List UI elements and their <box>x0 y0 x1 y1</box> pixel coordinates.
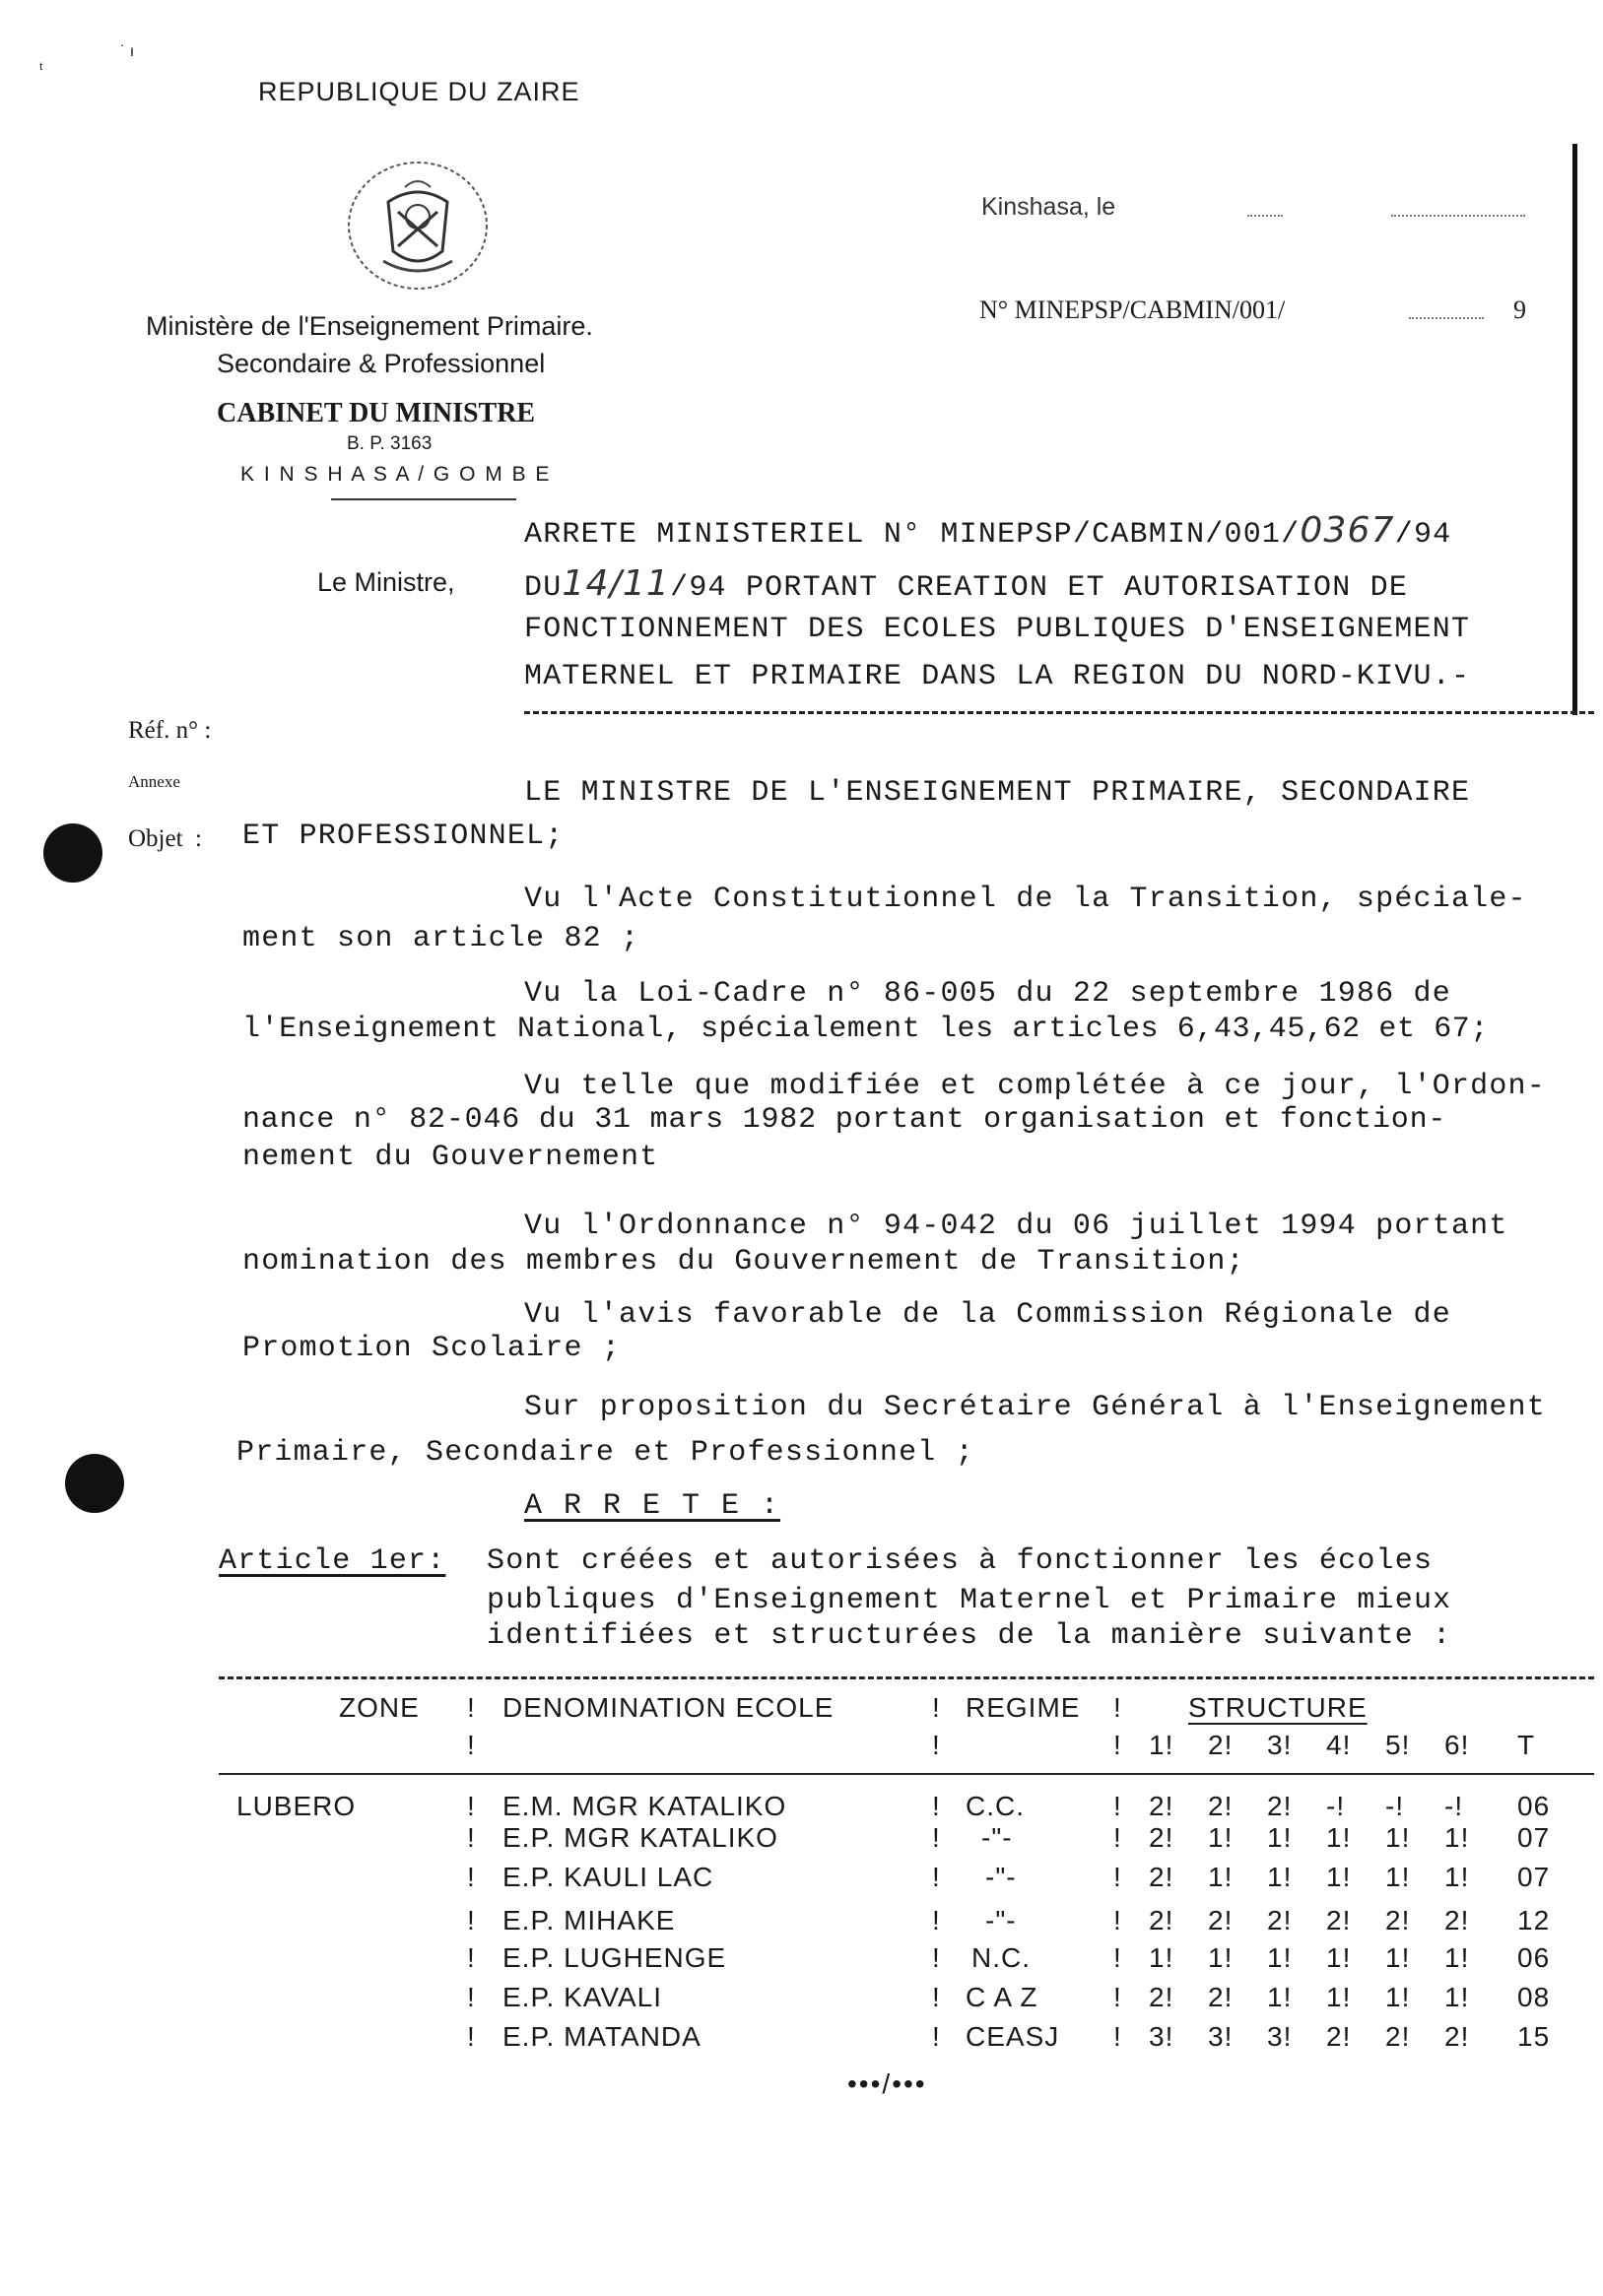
ministry-line2: Secondaire & Professionnel <box>217 349 546 378</box>
table-separator: ! <box>1113 1982 1122 2012</box>
ref-dots <box>1409 317 1484 319</box>
table-separator: ! <box>467 1862 476 1892</box>
p2-line1: Vu la Loi-Cadre n° 86-005 du 22 septembre 1986 de <box>524 977 1451 1011</box>
structure-cell: 2! <box>1444 2021 1470 2052</box>
handwritten-number: 0367 <box>1300 510 1395 551</box>
p5-line2: Promotion Scolaire ; <box>242 1332 622 1365</box>
structure-cell: 2! <box>1208 1982 1234 2012</box>
header-structure: STRUCTURE <box>1188 1692 1368 1723</box>
school-name: E.P. MGR KATALIKO <box>502 1822 778 1853</box>
article-label: Article 1er: <box>219 1544 446 1578</box>
p1-line1: Vu l'Acte Constitutionnel de la Transition, spéciale- <box>524 883 1527 916</box>
table-separator: ! <box>467 1730 476 1760</box>
structure-cell: 2! <box>1208 1791 1234 1821</box>
structure-total: 08 <box>1517 1982 1551 2012</box>
table-separator: ! <box>1113 1822 1122 1853</box>
header-col-4: 4! <box>1326 1730 1352 1760</box>
structure-total: 06 <box>1517 1791 1551 1821</box>
table-separator: ! <box>932 1905 941 1935</box>
structure-cell: 2! <box>1149 1822 1174 1853</box>
table-top-rule <box>219 1676 1594 1679</box>
structure-total: 07 <box>1517 1822 1551 1853</box>
table-separator: ! <box>467 1822 476 1853</box>
school-regime: -"- <box>981 1822 1013 1853</box>
p3-line2: nance n° 82-046 du 31 mars 1982 portant organisation et fonction- <box>242 1103 1447 1137</box>
structure-cell: 1! <box>1385 1942 1411 1973</box>
header-col-2: 2! <box>1208 1730 1234 1760</box>
structure-cell: 2! <box>1267 1905 1293 1935</box>
table-separator: ! <box>1113 1862 1122 1892</box>
table-separator: ! <box>467 1692 476 1723</box>
p6-line1: Sur proposition du Secrétaire Général à l'Enseignement <box>524 1391 1546 1424</box>
table-separator: ! <box>467 1982 476 2012</box>
p4-line1: Vu l'Ordonnance n° 94-042 du 06 juillet 1994 portant <box>524 1210 1508 1243</box>
structure-cell: 2! <box>1385 1905 1411 1935</box>
structure-cell: 1! <box>1385 1862 1411 1892</box>
structure-total: 15 <box>1517 2021 1551 2052</box>
p3-line3: nement du Gouvernement <box>242 1141 659 1174</box>
date-dots <box>1391 215 1525 217</box>
arrete-heading: A R R E T E : <box>524 1489 781 1523</box>
structure-cell: 1! <box>1385 1982 1411 2012</box>
school-name: E.M. MGR KATALIKO <box>502 1791 787 1821</box>
structure-cell: 1! <box>1444 1822 1470 1853</box>
title-dashed-rule <box>524 711 1594 714</box>
p4-line2: nomination des membres du Gouvernement de Transition; <box>242 1245 1245 1279</box>
school-regime: CEASJ <box>966 2021 1060 2052</box>
table-header-rule <box>219 1773 1594 1775</box>
header-col-5: 5! <box>1385 1730 1411 1760</box>
school-name: E.P. MIHAKE <box>502 1905 676 1935</box>
header-col-6: 6! <box>1444 1730 1470 1760</box>
structure-cell: 1! <box>1444 1862 1470 1892</box>
scan-edge <box>1572 144 1577 715</box>
p1-line2: ment son article 82 ; <box>242 922 640 955</box>
table-separator: ! <box>1113 1942 1122 1973</box>
structure-cell: 1! <box>1326 1982 1352 2012</box>
structure-cell: 1! <box>1208 1822 1234 1853</box>
structure-cell: 1! <box>1267 1862 1293 1892</box>
ministry-line1: Ministère de l'Enseignement Primaire. <box>146 311 593 341</box>
school-regime: -"- <box>985 1905 1017 1935</box>
school-name: E.P. KAULI LAC <box>502 1862 714 1892</box>
article-line1: Sont créées et autorisées à fonctionner les écoles <box>487 1544 1434 1578</box>
p2-line2: l'Enseignement National, spécialement les articles 6,43,45,62 et 67; <box>242 1013 1489 1046</box>
structure-cell: 1! <box>1326 1862 1352 1892</box>
place-date-label: Kinshasa, le <box>981 193 1116 221</box>
structure-cell: -! <box>1444 1791 1464 1821</box>
table-separator: ! <box>932 1822 941 1853</box>
reference-number: N° MINEPSP/CABMIN/001/ <box>979 295 1286 324</box>
school-regime: N.C. <box>971 1942 1031 1973</box>
title-line1-prefix: ARRETE MINISTERIEL N° MINEPSP/CABMIN/001/ <box>524 518 1301 552</box>
structure-cell: 3! <box>1208 2021 1234 2052</box>
school-regime: C A Z <box>966 1982 1038 2012</box>
structure-total: 12 <box>1517 1905 1551 1935</box>
p6-line2: Primaire, Secondaire et Professionnel ; <box>236 1436 974 1470</box>
reference-suffix: 9 <box>1513 295 1526 324</box>
coat-of-arms-seal <box>325 140 473 276</box>
date-dots <box>1247 215 1283 217</box>
school-name: E.P. LUGHENGE <box>502 1942 727 1973</box>
structure-cell: 1! <box>1267 1982 1293 2012</box>
structure-cell: 3! <box>1267 2021 1293 2052</box>
structure-cell: 1! <box>1444 1942 1470 1973</box>
letterhead-rule <box>331 498 516 500</box>
table-separator: ! <box>467 1905 476 1935</box>
structure-cell: 1! <box>1385 1822 1411 1853</box>
title-line2-prefix: DU <box>524 571 563 605</box>
stray-mark: ˙ ı <box>120 43 135 60</box>
structure-total: 06 <box>1517 1942 1551 1973</box>
minister-label: Le Ministre, <box>317 567 455 597</box>
structure-cell: 2! <box>1267 1791 1293 1821</box>
structure-cell: 2! <box>1208 1905 1234 1935</box>
school-regime: C.C. <box>966 1791 1025 1821</box>
stray-mark: ᵗ <box>39 61 43 78</box>
table-separator: ! <box>467 2021 476 2052</box>
table-separator: ! <box>467 1791 476 1821</box>
structure-cell: 2! <box>1385 2021 1411 2052</box>
table-separator: ! <box>932 1942 941 1973</box>
title-line2 <box>524 563 1408 605</box>
header-col-3: 3! <box>1267 1730 1293 1760</box>
school-regime: -"- <box>985 1862 1017 1892</box>
continuation-mark: •••/••• <box>847 2068 927 2099</box>
table-separator: ! <box>467 1942 476 1973</box>
structure-cell: 2! <box>1326 1905 1352 1935</box>
table-separator: ! <box>932 1692 941 1723</box>
binder-hole <box>65 1454 124 1513</box>
structure-cell: 1! <box>1444 1982 1470 2012</box>
object-label: Objet : <box>128 825 202 852</box>
article-line2: publiques d'Enseignement Maternel et Primaire mieux <box>487 1584 1452 1617</box>
table-separator: ! <box>932 1982 941 2012</box>
structure-cell: 2! <box>1149 1982 1174 2012</box>
structure-cell: 1! <box>1267 1942 1293 1973</box>
title-line4: MATERNEL ET PRIMAIRE DANS LA REGION DU NORD-KIVU.- <box>524 660 1471 693</box>
title-line3: FONCTIONNEMENT DES ECOLES PUBLIQUES D'ENSEIGNEMENT <box>524 613 1471 646</box>
structure-cell: 1! <box>1326 1822 1352 1853</box>
structure-cell: 2! <box>1149 1905 1174 1935</box>
table-separator: ! <box>932 1730 941 1760</box>
annex-label: Annexe <box>128 772 180 791</box>
structure-cell: 3! <box>1149 2021 1174 2052</box>
school-name: E.P. KAVALI <box>502 1982 662 2012</box>
structure-total: 07 <box>1517 1862 1551 1892</box>
p3-line1: Vu telle que modifiée et complétée à ce jour, l'Ordon- <box>524 1070 1546 1103</box>
structure-cell: 2! <box>1444 1905 1470 1935</box>
p5-line1: Vu l'avis favorable de la Commission Régionale de <box>524 1298 1451 1332</box>
binder-hole <box>43 823 102 883</box>
table-separator: ! <box>1113 1730 1122 1760</box>
cabinet-heading: CABINET DU MINISTRE <box>217 398 536 428</box>
structure-cell: 2! <box>1326 2021 1352 2052</box>
republic-heading: REPUBLIQUE DU ZAIRE <box>258 77 580 106</box>
preamble-line2: ET PROFESSIONNEL; <box>242 820 565 853</box>
title-line1 <box>524 510 1451 552</box>
header-col-1: 1! <box>1149 1730 1174 1760</box>
header-zone: ZONE <box>339 1692 420 1723</box>
header-regime: REGIME <box>966 1692 1081 1723</box>
article-line3: identifiées et structurées de la manière suivante : <box>487 1619 1452 1653</box>
table-separator: ! <box>1113 1791 1122 1821</box>
title-line2-suffix: /94 PORTANT CREATION ET AUTORISATION DE <box>670 571 1409 605</box>
structure-cell: 1! <box>1149 1942 1174 1973</box>
structure-cell: 2! <box>1149 1791 1174 1821</box>
structure-cell: 1! <box>1208 1942 1234 1973</box>
header-denomination: DENOMINATION ECOLE <box>502 1692 835 1723</box>
structure-cell: 1! <box>1326 1942 1352 1973</box>
table-separator: ! <box>1113 2021 1122 2052</box>
table-separator: ! <box>932 2021 941 2052</box>
zone-name: LUBERO <box>236 1791 357 1821</box>
structure-cell: -! <box>1326 1791 1346 1821</box>
ref-label: Réf. n° : <box>128 717 212 744</box>
structure-cell: 1! <box>1267 1822 1293 1853</box>
header-col-total: T <box>1517 1730 1536 1760</box>
table-separator: ! <box>932 1791 941 1821</box>
preamble-line1: LE MINISTRE DE L'ENSEIGNEMENT PRIMAIRE, SECONDAIRE <box>524 776 1471 810</box>
structure-cell: -! <box>1385 1791 1405 1821</box>
table-separator: ! <box>1113 1905 1122 1935</box>
structure-cell: 2! <box>1149 1862 1174 1892</box>
title-line1-suffix: /94 <box>1394 518 1452 552</box>
table-separator: ! <box>1113 1692 1122 1723</box>
city-line: K I N S H A S A / G O M B E <box>240 463 552 486</box>
table-separator: ! <box>932 1862 941 1892</box>
po-box: B. P. 3163 <box>347 433 433 454</box>
handwritten-date: 14/11 <box>562 563 671 604</box>
structure-cell: 1! <box>1208 1862 1234 1892</box>
school-name: E.P. MATANDA <box>502 2021 701 2052</box>
